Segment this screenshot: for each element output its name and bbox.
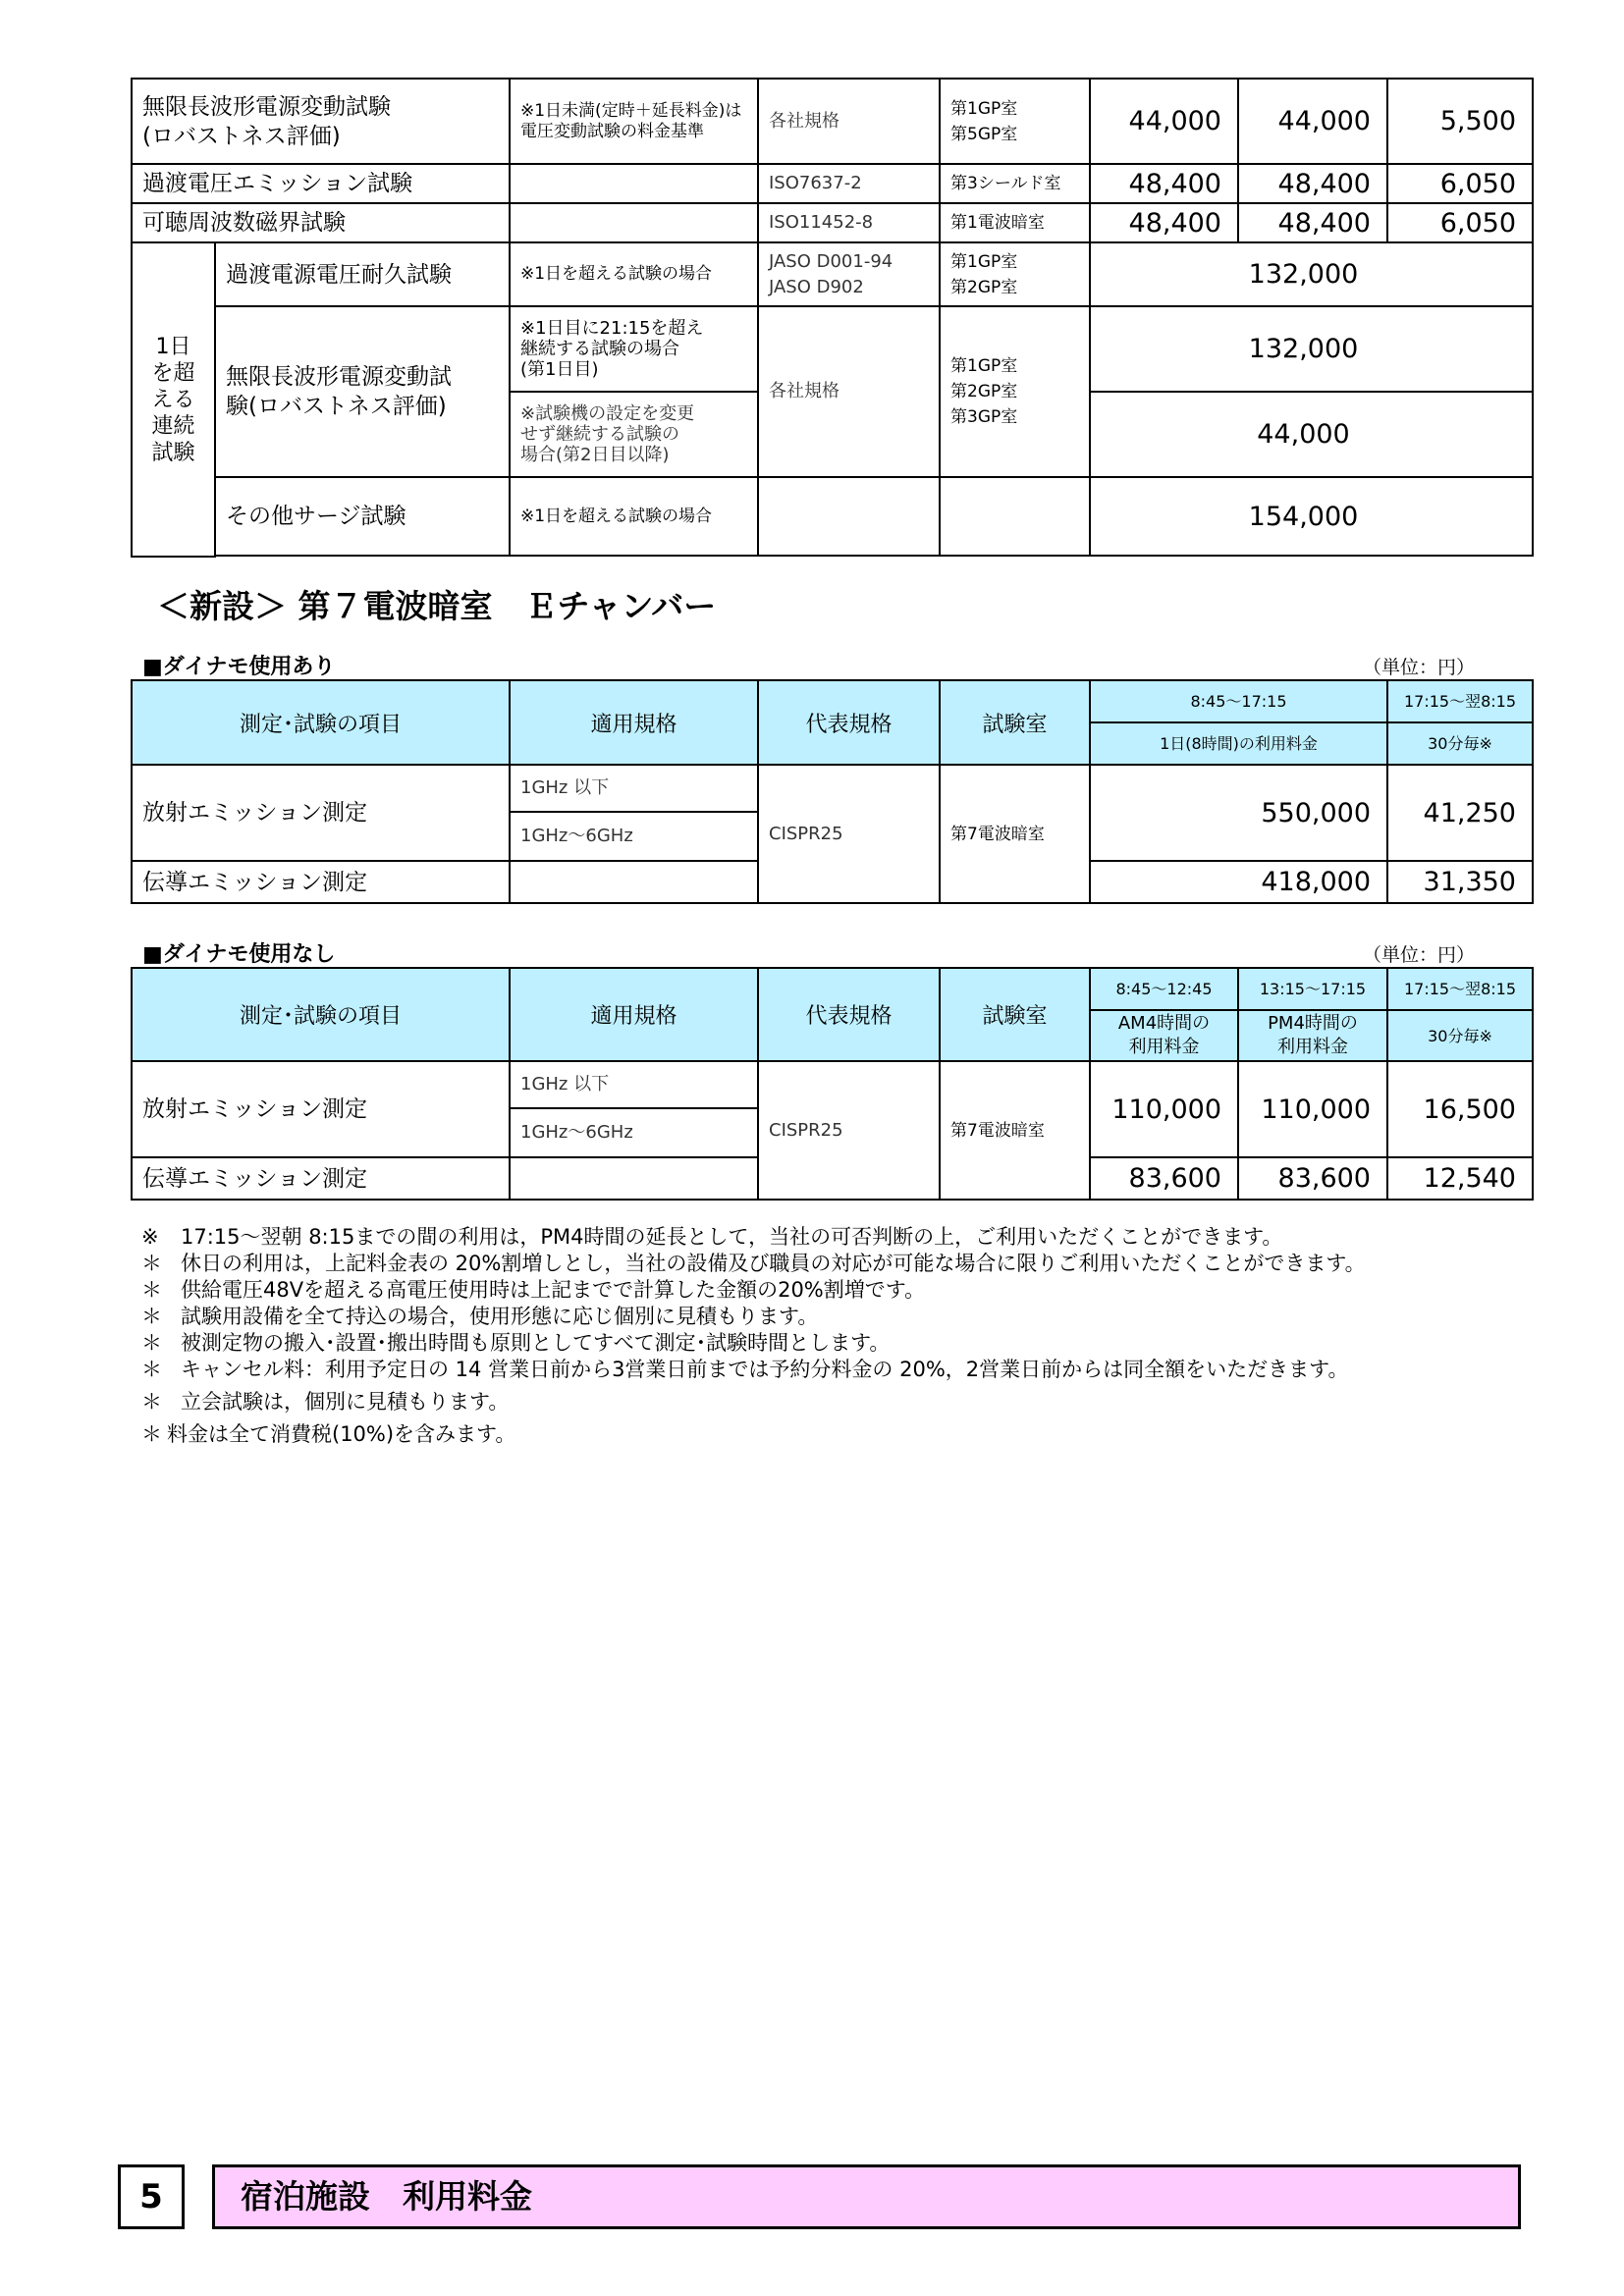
price-cell: 5,500 [1387, 79, 1533, 164]
header-fee: 30分毎※ [1387, 1010, 1533, 1061]
note-line: ※ 17:15～翌朝 8:15までの間の利用は，PM4時間の延長として，当社の可否判断の上，ご利用いただくことができます。 [141, 1225, 1283, 1249]
table-row [132, 1061, 1533, 1108]
price-cell: 6,050 [1387, 164, 1533, 203]
table-row [132, 79, 1533, 164]
header-time: 13:15～17:15 [1238, 968, 1387, 1010]
note-cell: ※1日未満(定時＋延長料金)は 電圧変動試験の料金基準 [510, 79, 758, 164]
header-time: 17:15～翌8:15 [1387, 680, 1533, 722]
room-cell: 第1GP室 第2GP室 第3GP室 [940, 306, 1090, 477]
item-cell: 可聴周波数磁界試験 [132, 203, 510, 242]
std-cell: 1GHz～6GHz [510, 812, 758, 861]
note-line: ＊ キャンセル料：利用予定日の 14 営業日前から3営業日前までは予約分料金の 20%，2営業日前からは同全額をいただきます。 [141, 1358, 1349, 1381]
room-cell: 第3シールド室 [940, 164, 1090, 203]
room-cell: 第7電波暗室 [940, 765, 1090, 903]
multi-day-group-label: 1日 を超 える 連続 試験 [132, 242, 215, 557]
std-cell: ISO7637-2 [758, 164, 940, 203]
dynamo-on-table [131, 679, 1534, 904]
item-cell: 伝導エミッション測定 [132, 1157, 510, 1200]
price-cell: 48,400 [1238, 203, 1387, 242]
dynamo-on-subtitle: ■ダイナモ使用あり [142, 655, 336, 679]
section-number: 5 [118, 2164, 185, 2229]
price-cell: 31,350 [1387, 861, 1533, 903]
item-cell: 無限長波形電源変動試 験(ロバストネス評価) [215, 306, 510, 477]
note-line: ＊ 供給電圧48Vを超える高電圧使用時は上記までで計算した金額の20%割増です。 [141, 1278, 926, 1302]
std-cell: 各社規格 [758, 306, 940, 477]
room-cell: 第7電波暗室 [940, 1061, 1090, 1200]
note-cell: ※1日目に21:15を超え 継続する試験の場合 (第1日目) [510, 306, 758, 392]
header-time: 8:45～17:15 [1090, 680, 1387, 722]
price-cell: 418,000 [1090, 861, 1387, 903]
table-row [132, 242, 1533, 306]
price-cell: 41,250 [1387, 765, 1533, 861]
price-cell: 132,000 [1090, 242, 1533, 306]
price-cell: 83,600 [1238, 1157, 1387, 1200]
header-rep: 代表規格 [758, 968, 940, 1061]
std-cell: 1GHz～6GHz [510, 1108, 758, 1157]
price-cell: 110,000 [1090, 1061, 1238, 1157]
header-fee: PM4時間の 利用料金 [1238, 1010, 1387, 1061]
note-line: ＊ 休日の利用は，上記料金表の 20%割増しとし，当社の設備及び職員の対応が可能な場合に限りご利用いただくことができます。 [141, 1252, 1366, 1275]
note-cell: ※1日を超える試験の場合 [510, 242, 758, 306]
unit-label: （単位：円） [1363, 944, 1476, 966]
note-cell: ※1日を超える試験の場合 [510, 477, 758, 556]
item-cell: 過渡電圧エミッション試験 [132, 164, 510, 203]
item-cell: 過渡電源電圧耐久試験 [215, 242, 510, 306]
table-row [132, 306, 1533, 392]
header-item: 測定･試験の項目 [132, 968, 510, 1061]
std-cell: 1GHz 以下 [510, 765, 758, 812]
table-row [132, 765, 1533, 812]
price-cell: 16,500 [1387, 1061, 1533, 1157]
dynamo-off-subtitle: ■ダイナモ使用なし [142, 942, 336, 967]
note-line: ＊ 立会試験は，個別に見積もります。 [141, 1390, 510, 1414]
header-time: 8:45～12:45 [1090, 968, 1238, 1010]
table-row [132, 164, 1533, 203]
price-cell: 48,400 [1090, 164, 1238, 203]
std-cell: 1GHz 以下 [510, 1061, 758, 1108]
std-cell: JASO D001-94 JASO D902 [758, 242, 940, 306]
table-row [132, 477, 1533, 556]
table-header-row [132, 968, 1533, 1010]
table-row [132, 203, 1533, 242]
price-cell: 110,000 [1238, 1061, 1387, 1157]
room-cell: 第1GP室 第5GP室 [940, 79, 1090, 164]
price-cell: 48,400 [1238, 164, 1387, 203]
std-cell: ISO11452-8 [758, 203, 940, 242]
section-title: ＜新設＞ 第７電波暗室 Ｅチャンバー [157, 587, 717, 625]
header-std: 適用規格 [510, 968, 758, 1061]
header-item: 測定･試験の項目 [132, 680, 510, 765]
price-cell: 83,600 [1090, 1157, 1238, 1200]
header-fee: 30分毎※ [1387, 722, 1533, 765]
std-cell: 各社規格 [758, 79, 940, 164]
header-room: 試験室 [940, 680, 1090, 765]
price-cell: 6,050 [1387, 203, 1533, 242]
item-cell: 無限長波形電源変動試験 (ロバストネス評価) [132, 79, 510, 164]
item-cell: 放射エミッション測定 [132, 765, 510, 861]
header-rep: 代表規格 [758, 680, 940, 765]
test-fee-table [131, 78, 1534, 558]
header-fee: 1日(8時間)の利用料金 [1090, 722, 1387, 765]
item-cell: 伝導エミッション測定 [132, 861, 510, 903]
note-line: ＊ 試験用設備を全て持込の場合，使用形態に応じ個別に見積もります。 [141, 1305, 819, 1328]
header-std: 適用規格 [510, 680, 758, 765]
room-cell: 第1電波暗室 [940, 203, 1090, 242]
header-time: 17:15～翌8:15 [1387, 968, 1533, 1010]
notes-list [141, 1224, 1366, 1448]
price-cell: 44,000 [1090, 392, 1533, 477]
price-cell: 48,400 [1090, 203, 1238, 242]
price-cell: 44,000 [1090, 79, 1238, 164]
note-line: ＊ 料金は全て消費税(10%)を含みます。 [141, 1422, 516, 1446]
price-cell: 12,540 [1387, 1157, 1533, 1200]
section-heading: 宿泊施設 利用料金 [212, 2164, 1521, 2229]
room-cell: 第1GP室 第2GP室 [940, 242, 1090, 306]
item-cell: 放射エミッション測定 [132, 1061, 510, 1157]
unit-label: （単位：円） [1363, 657, 1476, 678]
price-cell: 44,000 [1238, 79, 1387, 164]
rep-cell: CISPR25 [758, 1061, 940, 1200]
note-line: ＊ 被測定物の搬入･設置･搬出時間も原則としてすべて測定･試験時間とします。 [141, 1331, 891, 1355]
header-room: 試験室 [940, 968, 1090, 1061]
rep-cell: CISPR25 [758, 765, 940, 903]
dynamo-off-table [131, 967, 1534, 1201]
price-cell: 154,000 [1090, 477, 1533, 556]
price-cell: 550,000 [1090, 765, 1387, 861]
item-cell: その他サージ試験 [215, 477, 510, 556]
note-cell: ※試験機の設定を変更 せず継続する試験の 場合(第2日目以降) [510, 392, 758, 477]
table-header-row [132, 680, 1533, 722]
price-cell: 132,000 [1090, 306, 1533, 392]
header-fee: AM4時間の 利用料金 [1090, 1010, 1238, 1061]
